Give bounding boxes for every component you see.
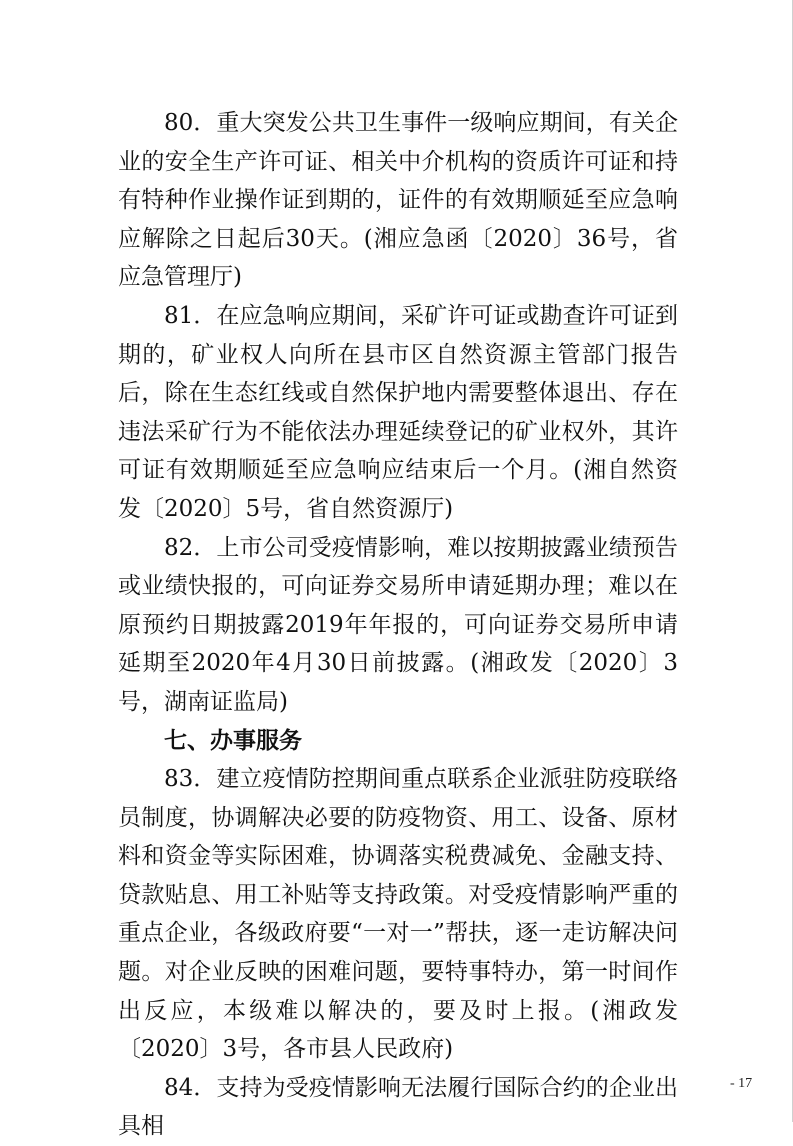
paragraph-item-81: 81．在应急响应期间，采矿许可证或勘查许可证到期的，矿业权人向所在县市区自然资源主管部门报告后，除在生态红线或自然保护地内需要整体退出、存在违法采矿行为不能依法办理延续登记的矿业权外，其许可证有效期顺延至应急响应结束后一个月。(湘自然资发〔2020〕5号，省自然资源厅) — [118, 302, 678, 522]
paragraph-item-83: 83．建立疫情防控期间重点联系企业派驻防疫联络员制度，协调解决必要的防疫物资、用工、设备、原材料和资金等实际困难，协调落实税费减免、金融支持、贷款贴息、用工补贴等支持政策。对受疫情影响严重的重点企业，各级政府要“一对一”帮扶，逐一走访解决问题。对企业反映的困难问题，要特事特办，第一时间作出反应，本级难以解决的，要及时上报。(湘政发〔2020〕3号，各市县人民政府) — [118, 766, 678, 1063]
paragraph-item-82: 82．上市公司受疫情影响，难以按期披露业绩预告或业绩快报的，可向证券交易所申请延期办理；难以在原预约日期披露2019年年报的，可向证券交易所申请延期至2020年4月30日前披露。(湘政发〔2020〕3号，湖南证监局) — [118, 534, 678, 715]
document-body — [118, 104, 678, 1146]
page-number: - 17 — [730, 1076, 753, 1091]
paragraph-item-84: 84．支持为受疫情影响无法履行国际合约的企业出具相 — [118, 1074, 678, 1140]
paragraph-item-80: 80．重大突发公共卫生事件一级响应期间，有关企业的安全生产许可证、相关中介机构的资质许可证和持有特种作业操作证到期的，证件的有效期顺延至应急响应解除之日起后30天。(湘应急函〔2020〕36号，省应急管理厅) — [118, 110, 678, 291]
section-title: 七、办事服务 — [164, 727, 302, 754]
